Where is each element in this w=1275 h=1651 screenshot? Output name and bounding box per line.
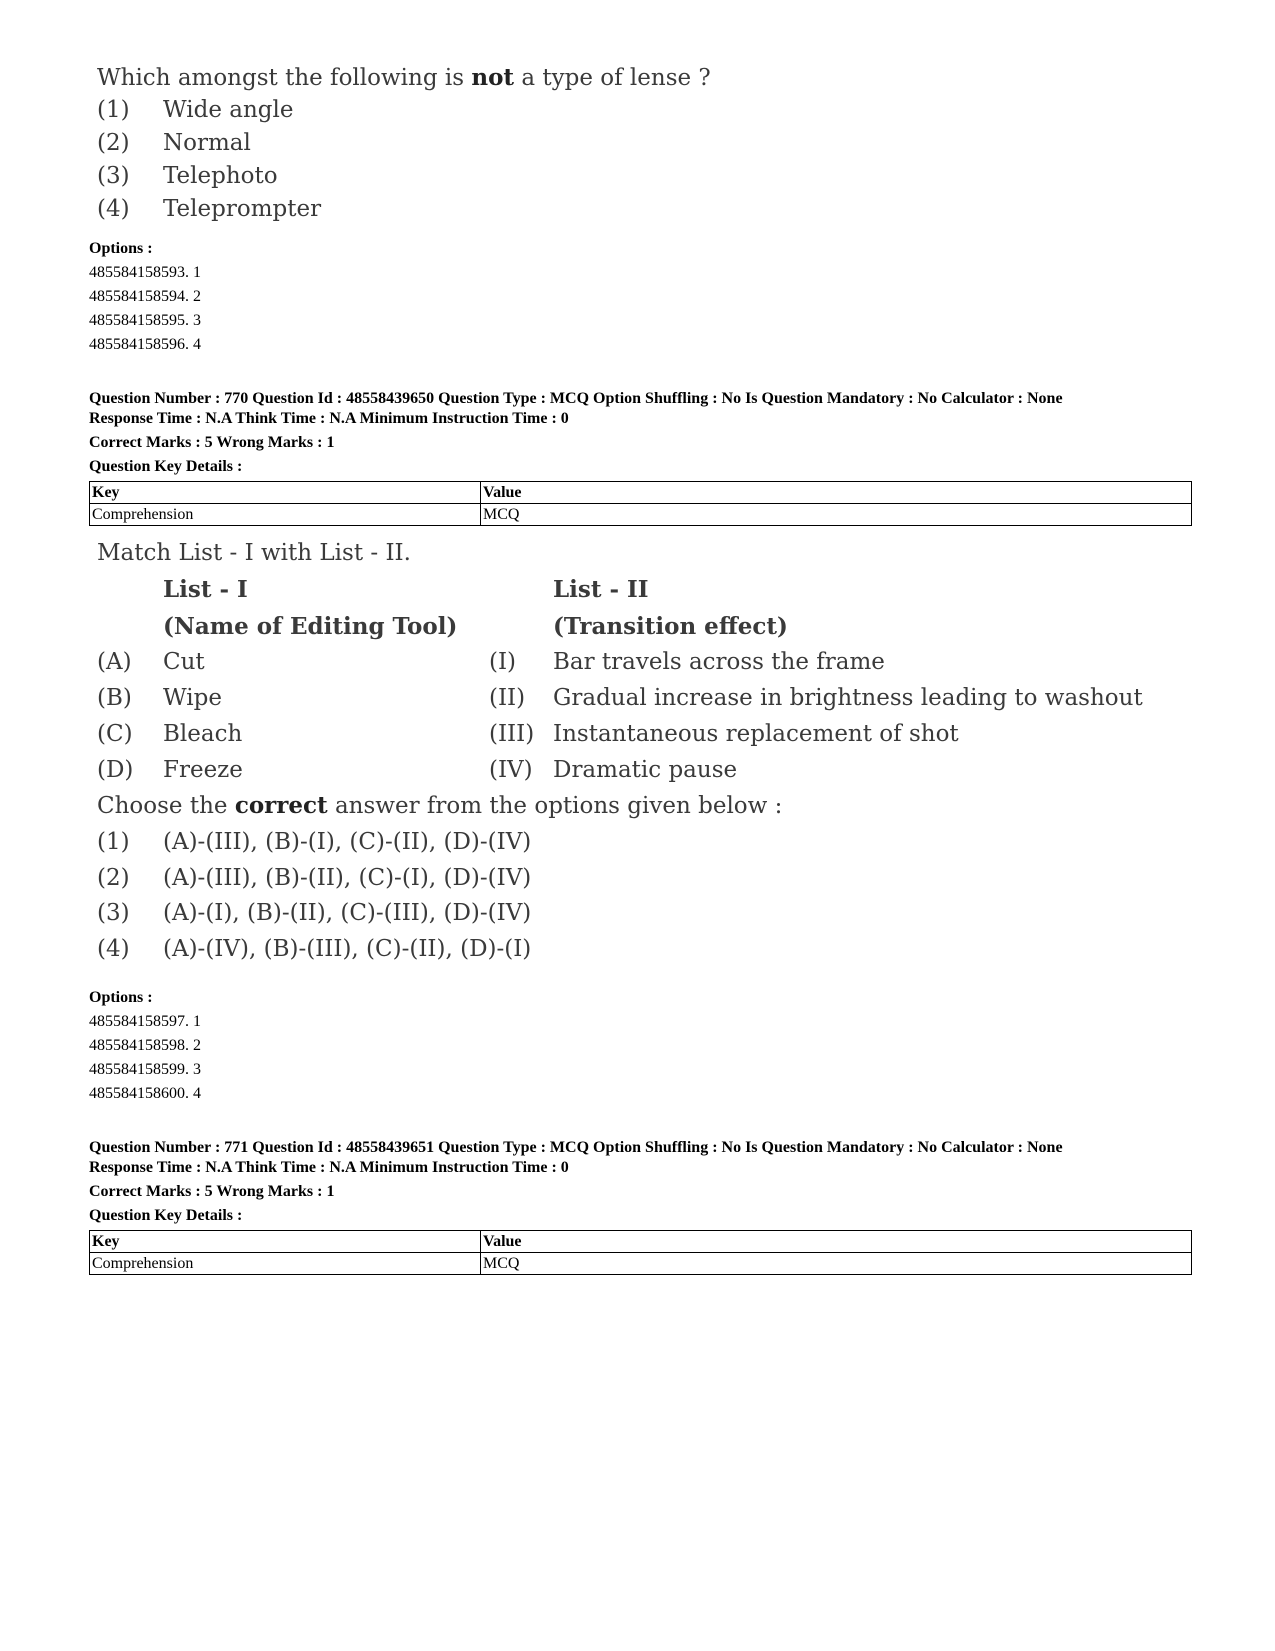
choose-prefix: Choose the [97,793,235,819]
choice-text: Normal [163,130,251,156]
key-cell: Comprehension [90,504,481,526]
choice-text: Telephoto [163,163,278,189]
list1-marker: (D) [97,757,134,783]
choose-suffix: answer from the options given below : [327,793,783,819]
list2-item: Dramatic pause [553,757,738,783]
option-id: 485584158594. 2 [89,288,201,305]
list1-title: List - I [163,576,248,603]
list1-marker: (B) [97,685,132,711]
choice-text: (A)-(III), (B)-(II), (C)-(I), (D)-(IV) [163,865,532,891]
option-id: 485584158593. 1 [89,264,201,281]
key-details-label: Question Key Details : [89,458,243,475]
option-id: 485584158599. 3 [89,1061,201,1078]
question-marks: Correct Marks : 5 Wrong Marks : 1 [89,434,335,451]
choice-number: (4) [97,936,130,962]
list2-marker: (III) [489,721,535,747]
option-id: 485584158597. 1 [89,1013,201,1030]
choice-number: (1) [97,97,130,123]
key-header: Key [90,482,481,504]
choose-instruction [97,792,782,819]
table-row [90,504,1192,526]
question-timing: Response Time : N.A Think Time : N.A Minimum Instruction Time : 0 [89,1159,569,1176]
options-label: Options : [89,989,153,1006]
list2-item: Instantaneous replacement of shot [553,721,959,747]
list2-item: Gradual increase in brightness leading to washout [553,685,1143,711]
choice-text: (A)-(III), (B)-(I), (C)-(II), (D)-(IV) [163,829,532,855]
list1-marker: (A) [97,649,132,675]
choice-text: Teleprompter [163,196,322,222]
list1-item: Cut [163,649,205,675]
choice-number: (4) [97,196,130,222]
choice-number: (3) [97,900,130,926]
list1-item: Freeze [163,757,243,783]
key-details-label: Question Key Details : [89,1207,243,1224]
list2-subtitle: (Transition effect) [553,613,788,640]
choice-text: Wide angle [163,97,294,123]
list2-item: Bar travels across the frame [553,649,885,675]
match-intro: Match List - I with List - II. [97,540,411,566]
key-cell: Comprehension [90,1253,481,1275]
question-timing: Response Time : N.A Think Time : N.A Minimum Instruction Time : 0 [89,410,569,427]
question-text-suffix: a type of lense ? [514,65,711,91]
key-details-table [89,481,1192,526]
list1-subtitle: (Name of Editing Tool) [163,613,458,640]
question-header: Question Number : 770 Question Id : 48558439650 Question Type : MCQ Option Shuffling : No Is Question Mandatory : No Calculator : None [89,390,1063,407]
key-details-table [89,1230,1192,1275]
list2-marker: (I) [489,649,517,675]
list2-marker: (II) [489,685,526,711]
option-id: 485584158600. 4 [89,1085,201,1102]
value-cell: MCQ [481,504,1192,526]
choice-number: (2) [97,130,130,156]
option-id: 485584158595. 3 [89,312,201,329]
question-marks: Correct Marks : 5 Wrong Marks : 1 [89,1183,335,1200]
list2-title: List - II [553,576,649,603]
list1-item: Bleach [163,721,243,747]
choice-text: (A)-(I), (B)-(II), (C)-(III), (D)-(IV) [163,900,532,926]
option-id: 485584158598. 2 [89,1037,201,1054]
key-header: Key [90,1231,481,1253]
list1-marker: (C) [97,721,133,747]
question-header: Question Number : 771 Question Id : 48558439651 Question Type : MCQ Option Shuffling : No Is Question Mandatory : No Calculator : None [89,1139,1063,1156]
choice-number: (1) [97,829,130,855]
table-header-row [90,1231,1192,1253]
choose-emphasis: correct [234,792,328,819]
value-header: Value [481,482,1192,504]
table-row [90,1253,1192,1275]
question-text-emphasis: not [471,64,515,91]
list2-marker: (IV) [489,757,533,783]
choice-text: (A)-(IV), (B)-(III), (C)-(II), (D)-(I) [163,936,532,962]
value-cell: MCQ [481,1253,1192,1275]
value-header: Value [481,1231,1192,1253]
list1-item: Wipe [163,685,222,711]
options-label: Options : [89,240,153,257]
question-text [97,64,711,91]
table-header-row [90,482,1192,504]
question-text-prefix: Which amongst the following is [97,65,472,91]
choice-number: (3) [97,163,130,189]
choice-number: (2) [97,865,130,891]
option-id: 485584158596. 4 [89,336,201,353]
